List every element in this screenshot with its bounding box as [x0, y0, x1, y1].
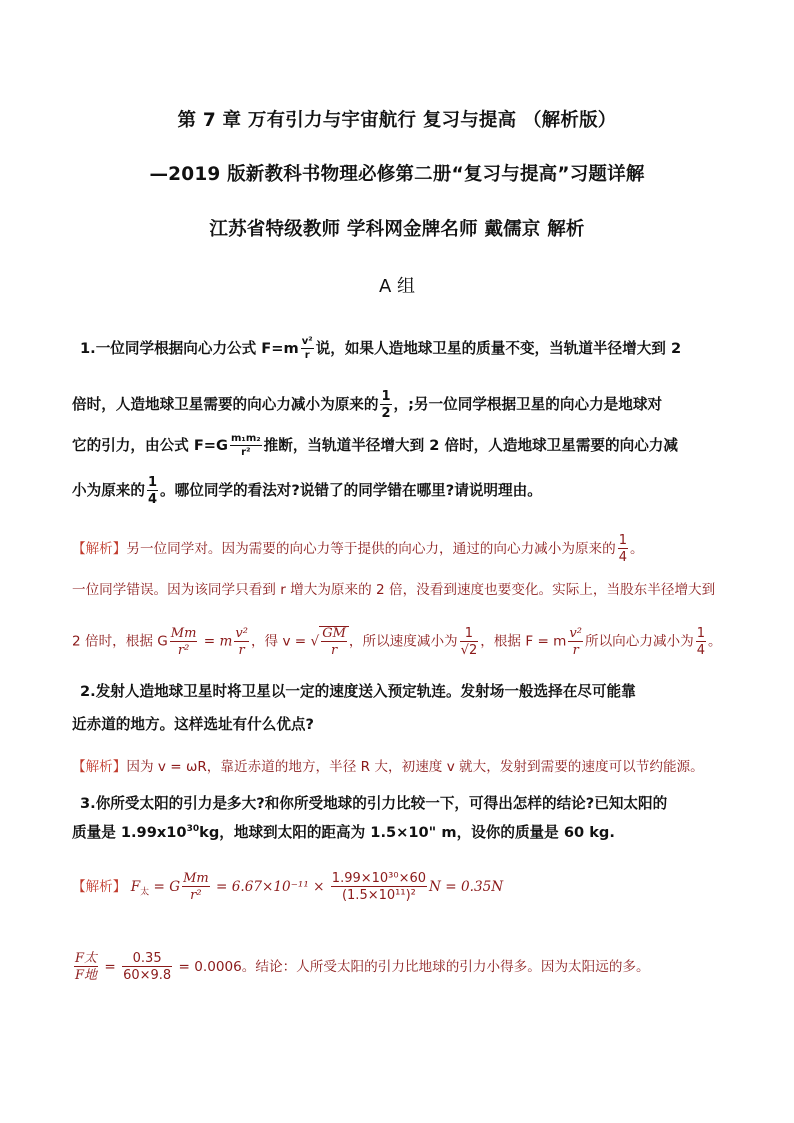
a1-text: ，根据 F = m	[480, 633, 567, 650]
q1-fraction-half: $\frac{1}{2}$	[381, 389, 391, 421]
q1-text: ，;另一位同学根据卫星的向心力是地球对	[393, 396, 663, 413]
a1-text: 另一位同学对。因为需要的向心力等于提供的向心力，通过的向心力减小为原来的	[126, 541, 616, 557]
a3-fraction-Mm-r2: $\frac{Mm}{\text{r²}}$	[183, 871, 209, 903]
group-label: A 组	[378, 276, 416, 297]
a2-text: 因为 v = ωR，靠近赤道的地方，半径 R 大，初速度 v 就大，发射到需要的速度可以节约能源。	[126, 759, 704, 775]
a1-line-1	[72, 534, 644, 564]
answer-tag: 【解析】	[72, 759, 127, 775]
q1-text: 小为原来的	[72, 482, 145, 499]
a1-line-3	[72, 626, 722, 657]
a1-text: 所以向心力减小为	[584, 633, 694, 650]
a1-text: 。	[708, 633, 722, 650]
q1-text: 倍时，人造地球卫星需要的向心力减小为原来的	[72, 396, 379, 413]
q1-text: 说，如果人造地球卫星的质量不变，当轨道半径增大到 2	[315, 340, 682, 357]
q1-fraction-quarter: $\frac{1}{4}$	[147, 475, 158, 507]
a2-line	[72, 757, 704, 777]
a1-line-2: 一位同学错误。因为该同学只看到 r 增大为原来的 2 倍，没看到速度也要变化。实际上，当股东半径增大到	[72, 582, 716, 598]
a1-text: ，得 v =	[250, 633, 311, 650]
a1-fraction-quarter-2: $\frac{1}{4}$	[696, 625, 706, 658]
title-line-2: —2019 版新教科书物理必修第二册“复习与提高”习题详解	[149, 164, 645, 185]
q2-line-1: 2.发射人造地球卫星时将卫星以一定的速度送入预定轨连。发射场一般选择在尽可能靠	[80, 683, 636, 700]
a3-result: N = 0.35N	[429, 879, 504, 895]
q1-line-2	[72, 390, 662, 420]
q1-text: 推断，当轨道半径增大到 2 倍时，人造地球卫星需要的向心力减	[263, 437, 678, 454]
a3-ratio-values: $\frac{0.35}{60\times 9.8}$	[123, 951, 172, 983]
a1-fraction-1-sqrt2: $\frac{1}{√2}$	[460, 625, 478, 658]
a3-ratio-result: = 0.0006。	[174, 959, 256, 975]
a1-fraction-quarter: $\frac{1}{4}$	[618, 533, 628, 565]
a1-text: 2 倍时，根据 G	[72, 633, 168, 650]
a3-force-symbol: F	[130, 879, 141, 895]
a3-ratio-fraction: $\frac{\text{F太}}{\text{F地}}$	[75, 951, 98, 983]
a1-sqrt-GM-r: √ $\frac{GM}{r}$	[311, 626, 349, 657]
a1-equals: = m	[199, 633, 233, 650]
q2-line-2: 近赤道的地方。这样选址有什么优点?	[72, 716, 314, 733]
q3-line-1: 3.你所受太阳的引力是多大?和你所受地球的引力比较一下，可得出怎样的结论?已知太阳的	[80, 795, 668, 812]
a3-equals: = G	[149, 879, 181, 895]
a3-force-subscript: 太	[140, 887, 150, 898]
q3-superscript: 30	[186, 824, 200, 834]
a3-equals: =	[100, 959, 121, 975]
q1-text: 1.一位同学根据向心力公式 F=m	[80, 340, 299, 357]
q1-line-3	[72, 434, 678, 458]
answer-tag: 【解析】	[72, 541, 127, 557]
q1-fraction-v2-r: $\frac{\text{v²}}{r}$	[301, 336, 313, 361]
answer-tag: 【解析】	[72, 879, 127, 895]
a3-line-2	[72, 952, 650, 982]
title-line-3: 江苏省特级教师 学科网金牌名师 戴儒京 解析	[209, 219, 585, 240]
a1-fraction-v2-r-2: $\frac{\text{v²}}{r}$	[569, 625, 582, 658]
q1-line-1	[80, 337, 681, 361]
a3-line-1	[72, 872, 503, 903]
q1-line-4	[72, 476, 542, 506]
a1-fraction-Mm-r2: $\frac{Mm}{\text{r²}}$	[170, 625, 197, 658]
a3-fraction-values: $\frac{\text{1.99×10³⁰×60}}{\text{(1.5×10¹¹)²}}$	[331, 871, 427, 903]
title-line-1: 第 7 章 万有引力与宇宙航行 复习与提高 （解析版）	[177, 110, 617, 131]
q3-text: 质量是 1.99x10	[72, 823, 187, 841]
q3-line-2	[72, 819, 615, 843]
q1-text: 它的引力，由公式 F=G	[72, 437, 229, 454]
q1-fraction-m1m2-r2: $\frac{\text{m₁m₂}}{\text{r²}}$	[231, 433, 261, 458]
q3-text: kg，地球到太阳的距高为 1.5×10" m，设你的质量是 60 kg.	[199, 823, 615, 841]
a1-text: ，所以速度减小为	[348, 633, 458, 650]
a1-text: 。	[630, 541, 644, 557]
a3-conclusion: 结论：人所受太阳的引力比地球的引力小得多。因为太阳远的多。	[255, 959, 650, 975]
q1-text: 。哪位同学的看法对?说错了的同学错在哪里?请说明理由。	[160, 482, 542, 499]
a3-constant: = 6.67×10⁻¹¹ ×	[211, 879, 329, 895]
a1-fraction-v2-r: $\frac{\text{v²}}{r}$	[235, 625, 248, 658]
